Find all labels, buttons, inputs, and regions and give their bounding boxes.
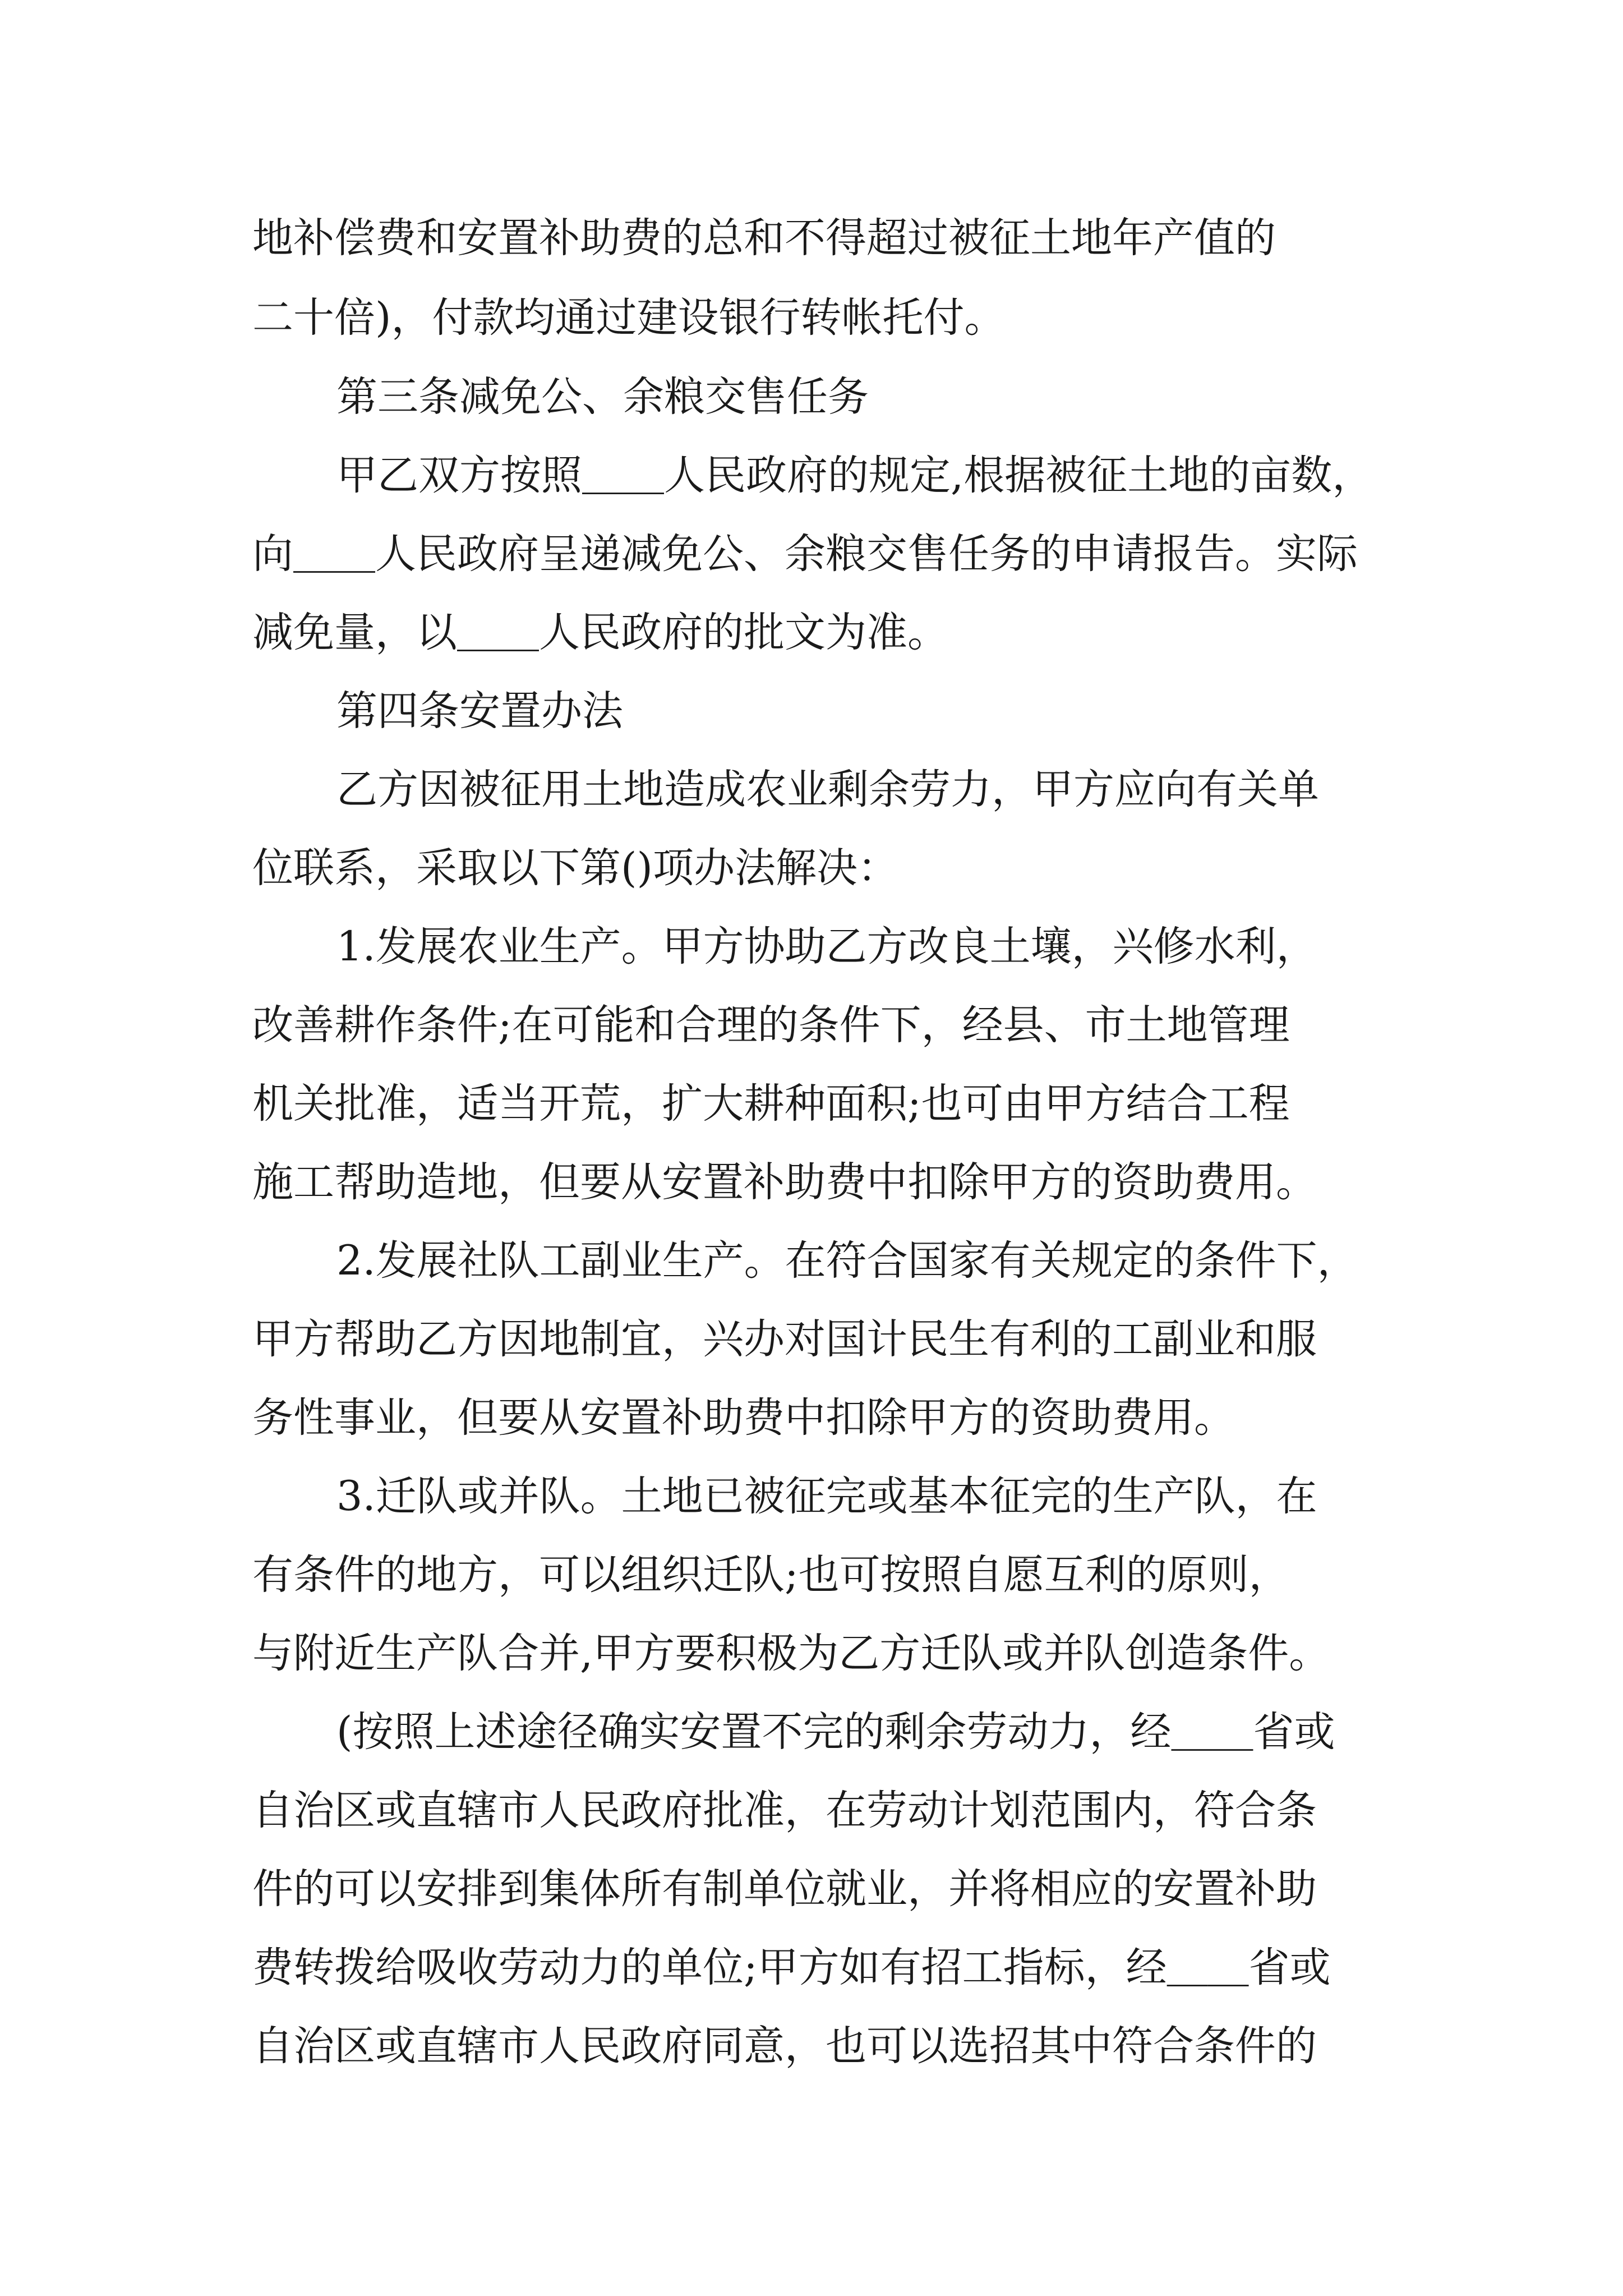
body-line: 自治区或直辖市人民政府同意，也可以选招其中符合条件的 xyxy=(252,2022,1317,2070)
body-line: 改善耕作条件;在可能和合理的条件下，经县、市土地管理 xyxy=(252,1001,1290,1049)
body-line: 务性事业，但要从安置补助费中扣除甲方的资助费用。 xyxy=(252,1394,1235,1442)
list-item-line: 3.迁队或并队。土地已被征完或基本征完的生产队，在 xyxy=(336,1473,1317,1520)
body-line: 件的可以安排到集体所有制单位就业，并将相应的安置补助 xyxy=(252,1865,1317,1913)
body-line: 施工帮助造地，但要从安置补助费中扣除甲方的资助费用。 xyxy=(252,1158,1317,1206)
body-line: 减免量，以＿＿人民政府的批文为准。 xyxy=(252,609,948,656)
article-heading: 第三条减免公、余粮交售任务 xyxy=(336,373,869,421)
body-line: 乙方因被征用土地造成农业剩余劳力，甲方应向有关单 xyxy=(336,766,1319,813)
list-item-line: 2.发展社队工副业生产。在符合国家有关规定的条件下， xyxy=(336,1237,1358,1285)
body-line: 与附近生产队合并,甲方要积极为乙方迁队或并队创造条件。 xyxy=(252,1630,1330,1677)
body-line: 费转拨给吸收劳动力的单位;甲方如有招工指标，经＿＿省或 xyxy=(252,1944,1331,1991)
body-line: 二十倍)，付款均通过建设银行转帐托付。 xyxy=(252,294,1006,342)
body-line: 向＿＿人民政府呈递减免公、余粮交售任务的申请报告。实际 xyxy=(252,530,1358,578)
body-line: 甲方帮助乙方因地制宜，兴办对国计民生有利的工副业和服 xyxy=(252,1315,1317,1363)
list-item-line: 1.发展农业生产。甲方协助乙方改良土壤，兴修水利， xyxy=(336,923,1317,970)
body-line: 位联系，采取以下第()项办法解决： xyxy=(252,844,898,892)
body-line: 自治区或直辖市人民政府批准，在劳动计划范围内，符合条 xyxy=(252,1787,1317,1834)
body-line: 机关批准，适当开荒，扩大耕种面积;也可由甲方结合工程 xyxy=(252,1080,1290,1128)
body-line: 甲乙双方按照＿＿人民政府的规定,根据被征土地的亩数， xyxy=(336,452,1373,499)
body-line: (按照上述途径确实安置不完的剩余劳动力，经＿＿省或 xyxy=(336,1708,1335,1756)
article-heading: 第四条安置办法 xyxy=(336,687,623,735)
body-line: 地补偿费和安置补助费的总和不得超过被征土地年产值的 xyxy=(252,214,1276,262)
body-line: 有条件的地方，可以组织迁队;也可按照自愿互利的原则， xyxy=(252,1551,1290,1599)
